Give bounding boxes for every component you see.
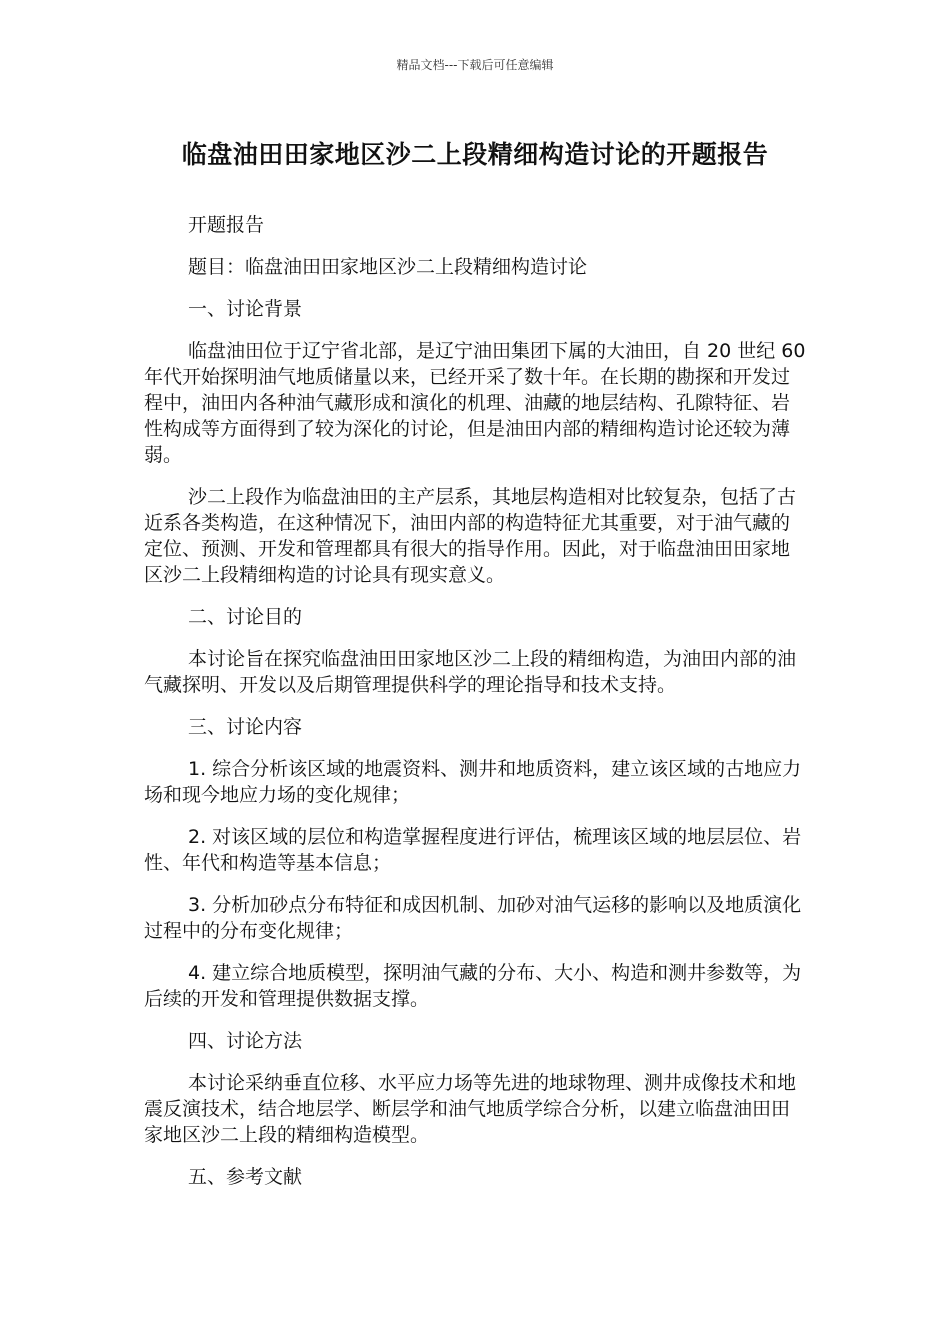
section-heading-background: 一、讨论背景 xyxy=(188,298,303,320)
content-item-4: 4. 建立综合地质模型，探明油气藏的分布、大小、构造和测井参数等，为后续的开发和管理提供数据支撑。 xyxy=(144,962,802,1010)
content-item-2: 2. 对该区域的层位和构造掌握程度进行评估，梳理该区域的地层层位、岩性、年代和构造等基本信息； xyxy=(144,826,802,874)
section-heading-content: 三、讨论内容 xyxy=(188,716,303,738)
content-item-3: 3. 分析加砂点分布特征和成因机制、加砂对油气运移的影响以及地质演化过程中的分布变化规律； xyxy=(144,894,802,942)
content-item-1: 1. 综合分析该区域的地震资料、测井和地质资料，建立该区域的古地应力场和现今地应力场的变化规律； xyxy=(144,758,802,806)
document-title: 临盘油田田家地区沙二上段精细构造讨论的开题报告 xyxy=(181,140,769,169)
document-body xyxy=(144,212,806,1206)
label-proposal: 开题报告 xyxy=(188,214,265,236)
topic-line: 题目：临盘油田田家地区沙二上段精细构造讨论 xyxy=(188,256,588,278)
section-heading-purpose: 二、讨论目的 xyxy=(188,606,303,628)
purpose-paragraph: 本讨论旨在探究临盘油田田家地区沙二上段的精细构造，为油田内部的油气藏探明、开发以及后期管理提供科学的理论指导和技术支持。 xyxy=(144,648,797,696)
section-heading-references: 五、参考文献 xyxy=(188,1166,303,1188)
page-header-watermark: 精品文档---下载后可任意编辑 xyxy=(396,58,554,72)
methods-paragraph: 本讨论采纳垂直位移、水平应力场等先进的地球物理、测井成像技术和地震反演技术，结合地层学、断层学和油气地质学综合分析，以建立临盘油田田家地区沙二上段的精细构造模型。 xyxy=(144,1072,797,1146)
background-paragraph-1: 临盘油田位于辽宁省北部，是辽宁油田集团下属的大油田，自 20 世纪 60 年代开始探明油气地质储量以来，已经开采了数十年。在长期的勘探和开发过程中，油田内各种油气藏形成和演化的机理、油藏的地层结构、孔隙特征、岩性构成等方面得到了较为深化的讨论，但是油田内部的精细构造讨论还较为薄弱。 xyxy=(144,340,806,466)
section-heading-methods: 四、讨论方法 xyxy=(188,1030,303,1052)
background-paragraph-2: 沙二上段作为临盘油田的主产层系，其地层构造相对比较复杂，包括了古近系各类构造，在这种情况下，油田内部的构造特征尤其重要，对于油气藏的定位、预测、开发和管理都具有很大的指导作用。因此，对于临盘油田田家地区沙二上段精细构造的讨论具有现实意义。 xyxy=(144,486,797,586)
